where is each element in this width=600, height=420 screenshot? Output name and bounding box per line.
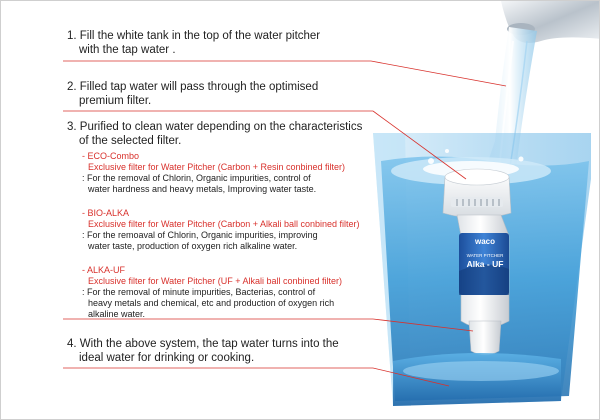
filter-name: - ALKA-UF [82, 265, 126, 275]
filter-subtitle: Exclusive filter for Water Pitcher (Carbon + Resin conbined filter) [88, 162, 346, 172]
filter-alka-uf: - ALKA-UF Exclusive filter for Water Pitcher (UF + Alkali ball conbined filter) : For the removal of minute impurities, Bacterias, control of heavy metals and chemical, etc and production of oxygen rich alkaline water. [82, 265, 343, 319]
step-3: 3. Purified to clean water depending on the characteristics of the selected filter. [67, 121, 363, 147]
label-brand: waco [474, 237, 495, 246]
filter-subtitle: Exclusive filter for Water Pitcher (UF + Alkali ball conbined filter) [88, 276, 343, 286]
filter-name: - BIO-ALKA [82, 208, 130, 218]
filter-bio-alka: - BIO-ALKA Exclusive filter for Water Pitcher (Carbon + Alkali ball conbined filter) : For the remoaval of Chlorin, Organic impurities, improving water taste, production of oxygen rich alkaline water. [82, 208, 360, 251]
step-1: 1. Fill the white tank in the top of the water pitcher with the tap water . [67, 30, 321, 56]
label-name: Alka - UF [466, 259, 504, 269]
step-4: 4. With the above system, the tap water turns into the ideal water for drinking or cooking. [67, 338, 339, 364]
filter-subtitle: Exclusive filter for Water Pitcher (Carbon + Alkali ball conbined filter) [88, 219, 360, 229]
step-2: 2. Filled tap water will pass through the optimised premium filter. [67, 81, 319, 107]
filter-eco-combo: - ECO-Combo Exclusive filter for Water Pitcher (Carbon + Resin conbined filter) : For the removal of Chlorin, Organic impurities, control of water hardness and heavy metals, Improving water taste. [82, 151, 346, 194]
filter-label [463, 237, 507, 269]
label-small: WATER PITCHER [466, 253, 504, 258]
filter-name: - ECO-Combo [82, 151, 140, 161]
